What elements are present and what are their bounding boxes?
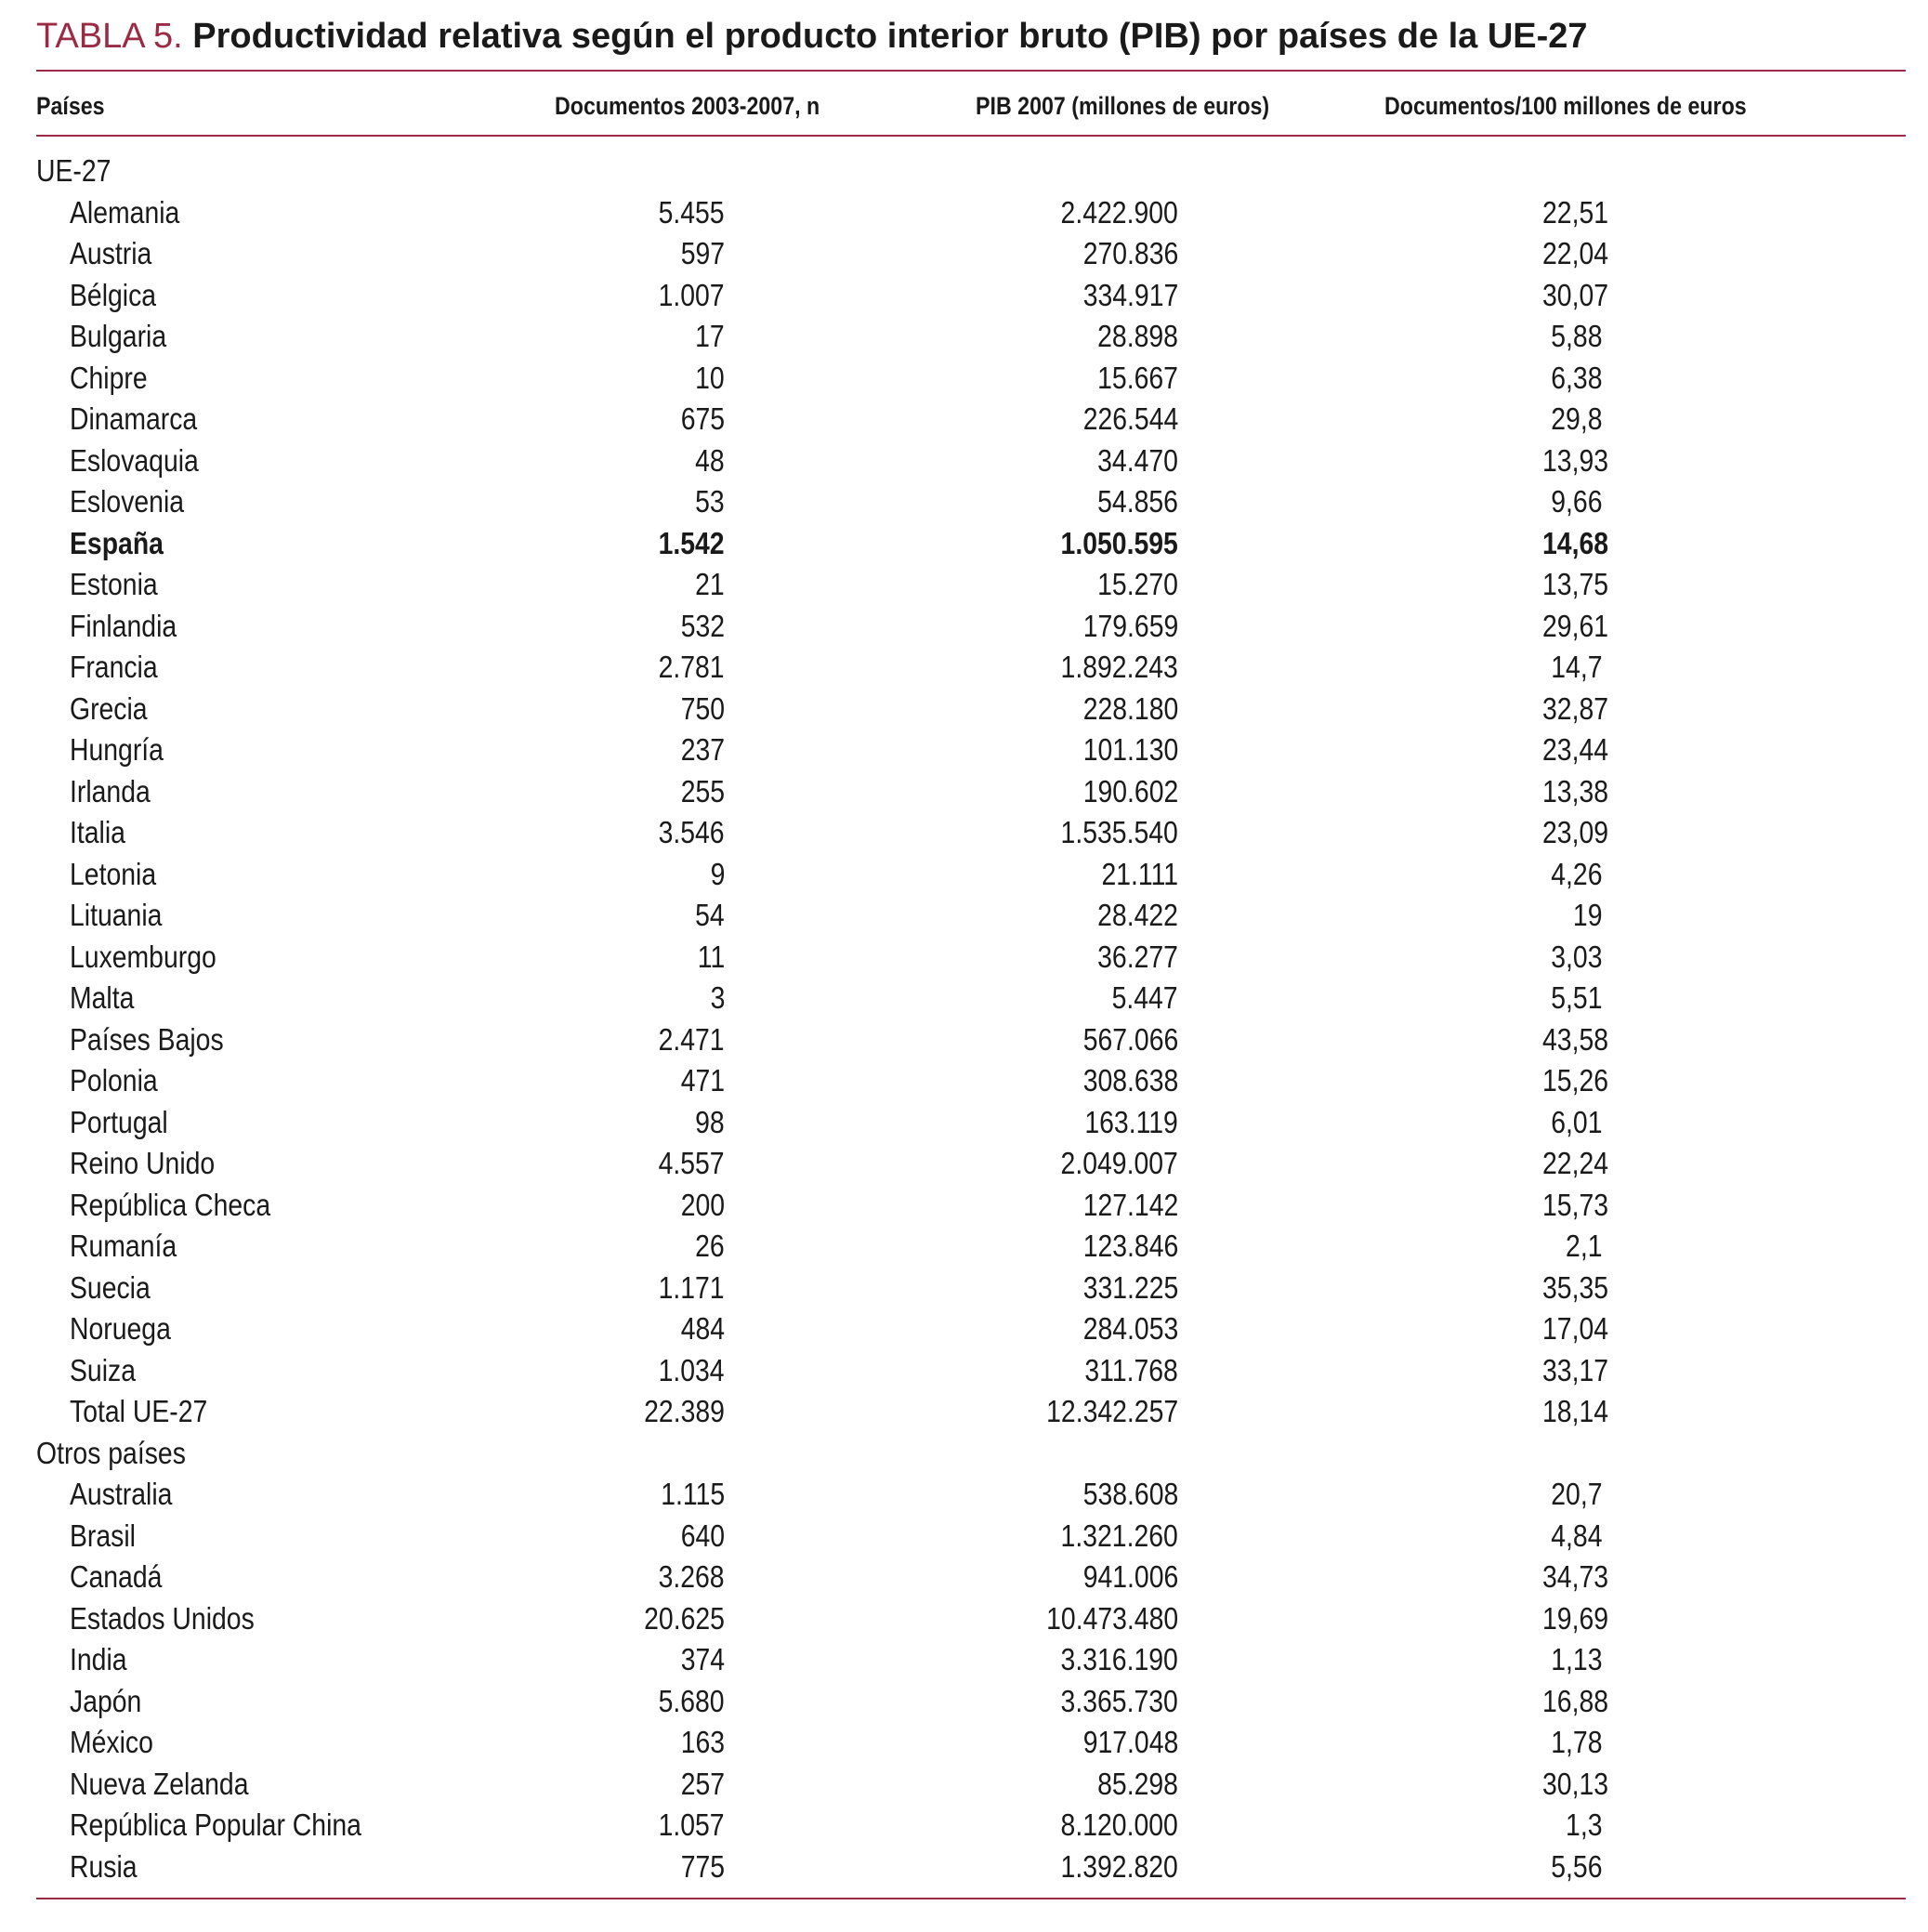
cell-documents: 255	[680, 773, 725, 808]
cell-pib: 3.365.730	[1060, 1683, 1178, 1718]
cell-country: Hungría	[70, 732, 164, 767]
cell-ratio: 23,44	[1542, 732, 1609, 767]
cell-pib: 5.447	[1111, 980, 1178, 1015]
cell-pib: 308.638	[1082, 1063, 1178, 1097]
table-body	[0, 151, 1928, 1887]
table-row	[0, 316, 1928, 358]
cell-ratio: 35,35	[1542, 1269, 1609, 1305]
cell-pib: 334.917	[1082, 277, 1178, 312]
cell-documents: 17	[695, 319, 725, 353]
cell-documents: 3.546	[658, 815, 725, 849]
cell-country: Chipre	[70, 360, 148, 395]
cell-documents: 11	[697, 939, 725, 974]
cell-pib: 226.544	[1082, 401, 1178, 436]
table-row	[0, 1226, 1928, 1268]
cell-pib: 36.277	[1097, 939, 1178, 974]
cell-ratio: 4,84	[1551, 1518, 1603, 1553]
cell-pib: 284.053	[1082, 1311, 1178, 1346]
table-title	[36, 15, 1588, 58]
cell-documents: 20.625	[644, 1600, 725, 1636]
cell-documents: 1.034	[658, 1352, 725, 1387]
cell-country: Canadá	[70, 1559, 163, 1594]
header-rule	[36, 135, 1906, 137]
cell-documents: 3.268	[658, 1559, 725, 1594]
table-label: TABLA 5.	[36, 17, 183, 56]
cell-country: Australia	[70, 1477, 173, 1511]
cell-pib: 1.892.243	[1060, 650, 1178, 684]
cell-country: España	[70, 525, 164, 560]
cell-ratio: 5,88	[1551, 319, 1603, 353]
cell-ratio: 13,93	[1542, 442, 1609, 478]
cell-ratio: 18,14	[1542, 1394, 1609, 1428]
cell-documents: 200	[680, 1187, 725, 1222]
cell-ratio: 6,38	[1551, 360, 1603, 395]
cell-pib: 127.142	[1082, 1187, 1178, 1222]
table-row	[0, 1474, 1928, 1516]
table-row	[0, 1308, 1928, 1350]
cell-country: Estados Unidos	[70, 1600, 255, 1636]
cell-documents: 750	[680, 690, 725, 726]
table-row	[0, 358, 1928, 400]
table-row	[0, 1350, 1928, 1392]
section-label: Otros países	[36, 1435, 186, 1470]
cell-country: Grecia	[70, 690, 148, 726]
cell-documents: 22.389	[644, 1394, 725, 1428]
cell-ratio: 1,3	[1566, 1807, 1603, 1842]
top-rule	[36, 70, 1906, 72]
cell-pib: 179.659	[1082, 608, 1178, 643]
cell-country: Suiza	[70, 1352, 137, 1387]
table-row	[0, 1847, 1928, 1888]
cell-pib: 311.768	[1084, 1352, 1178, 1387]
cell-pib: 163.119	[1084, 1104, 1178, 1139]
cell-documents: 26	[695, 1229, 725, 1263]
cell-pib: 21.111	[1101, 856, 1178, 891]
cell-pib: 54.856	[1097, 484, 1178, 519]
cell-documents: 5.680	[658, 1683, 725, 1718]
table-row	[0, 399, 1928, 440]
cell-ratio: 1,13	[1551, 1642, 1603, 1676]
cell-country: Irlanda	[70, 773, 151, 808]
cell-documents: 3	[710, 980, 725, 1015]
cell-ratio: 5,51	[1551, 980, 1603, 1015]
cell-ratio: 17,04	[1542, 1311, 1609, 1346]
table-row	[0, 1143, 1928, 1185]
cell-pib: 2.422.900	[1060, 194, 1178, 230]
section-label: UE-27	[36, 153, 111, 188]
cell-ratio: 43,58	[1542, 1021, 1609, 1057]
table-row	[0, 523, 1928, 565]
cell-country: Reino Unido	[70, 1146, 216, 1180]
cell-ratio: 32,87	[1542, 690, 1609, 726]
table-row	[0, 481, 1928, 523]
table-row	[0, 1557, 1928, 1598]
cell-ratio: 30,13	[1542, 1766, 1609, 1801]
cell-pib: 15.270	[1097, 567, 1178, 601]
cell-documents: 640	[680, 1518, 725, 1553]
cell-country: Alemania	[70, 194, 180, 230]
cell-ratio: 20,7	[1551, 1477, 1603, 1511]
cell-country: Dinamarca	[70, 401, 198, 436]
cell-ratio: 19	[1572, 898, 1603, 932]
cell-documents: 10	[695, 360, 725, 395]
cell-pib: 917.048	[1082, 1725, 1178, 1759]
cell-country: Finlandia	[70, 608, 177, 643]
cell-pib: 1.321.260	[1060, 1518, 1178, 1553]
cell-pib: 34.470	[1097, 442, 1178, 478]
cell-ratio: 3,03	[1551, 939, 1603, 974]
table-row	[0, 1805, 1928, 1847]
cell-documents: 5.455	[658, 194, 725, 230]
cell-ratio: 22,04	[1542, 236, 1609, 270]
table-row	[0, 689, 1928, 730]
cell-documents: 1.542	[658, 525, 725, 560]
cell-pib: 941.006	[1082, 1559, 1178, 1594]
cell-country: Letonia	[70, 856, 157, 891]
cell-ratio: 4,26	[1551, 856, 1603, 891]
table-row	[0, 729, 1928, 771]
cell-ratio: 23,09	[1542, 815, 1609, 849]
cell-documents: 48	[695, 442, 725, 478]
cell-country: Malta	[70, 980, 135, 1015]
header-documents: Documentos 2003-2007, n	[555, 92, 820, 120]
cell-documents: 1.057	[658, 1807, 725, 1842]
cell-pib: 8.120.000	[1060, 1807, 1178, 1842]
cell-documents: 237	[680, 732, 725, 767]
cell-pib: 123.846	[1082, 1229, 1178, 1263]
cell-documents: 2.781	[658, 650, 725, 684]
table-row	[0, 812, 1928, 854]
cell-documents: 163	[680, 1725, 725, 1759]
cell-ratio: 13,75	[1542, 567, 1609, 601]
cell-ratio: 33,17	[1542, 1352, 1609, 1387]
cell-ratio: 1,78	[1551, 1725, 1603, 1759]
table-row	[0, 978, 1928, 1019]
cell-country: Estonia	[70, 567, 158, 601]
bottom-rule	[36, 1898, 1906, 1899]
table-row	[0, 1598, 1928, 1640]
section-row	[0, 1433, 1928, 1475]
table-row	[0, 771, 1928, 813]
cell-ratio: 34,73	[1542, 1559, 1609, 1594]
cell-pib: 85.298	[1097, 1766, 1178, 1801]
cell-pib: 1.392.820	[1060, 1848, 1178, 1884]
cell-ratio: 16,88	[1542, 1683, 1609, 1718]
cell-documents: 1.115	[661, 1477, 725, 1511]
cell-country: Suecia	[70, 1269, 151, 1305]
cell-pib: 10.473.480	[1045, 1600, 1178, 1636]
cell-country: República Checa	[70, 1187, 271, 1222]
table-row	[0, 233, 1928, 275]
cell-documents: 9	[710, 856, 725, 891]
cell-pib: 28.898	[1097, 319, 1178, 353]
table-row	[0, 895, 1928, 937]
cell-documents: 374	[680, 1642, 725, 1676]
cell-country: Japón	[70, 1683, 142, 1718]
cell-ratio: 2,1	[1566, 1229, 1603, 1263]
cell-documents: 54	[695, 898, 725, 932]
cell-pib: 101.130	[1082, 732, 1178, 767]
cell-ratio: 5,56	[1551, 1848, 1603, 1884]
cell-pib: 567.066	[1082, 1021, 1178, 1057]
cell-country: Eslovaquia	[70, 442, 199, 478]
header-pib: PIB 2007 (millones de euros)	[976, 92, 1270, 120]
cell-documents: 532	[680, 608, 725, 643]
cell-country: Nueva Zelanda	[70, 1766, 249, 1801]
cell-ratio: 15,73	[1542, 1187, 1609, 1222]
table-row	[0, 1391, 1928, 1433]
header-ratio: Documentos/100 millones de euros	[1384, 92, 1747, 120]
cell-ratio: 15,26	[1542, 1063, 1609, 1097]
cell-ratio: 22,24	[1542, 1146, 1609, 1180]
cell-ratio: 6,01	[1551, 1104, 1603, 1139]
table-row	[0, 1764, 1928, 1806]
cell-pib: 2.049.007	[1060, 1146, 1178, 1180]
table-row	[0, 937, 1928, 979]
cell-ratio: 13,38	[1542, 773, 1609, 808]
cell-country: Bulgaria	[70, 319, 167, 353]
table-row	[0, 1185, 1928, 1227]
cell-country: México	[70, 1725, 153, 1759]
cell-ratio: 19,69	[1542, 1600, 1609, 1636]
cell-documents: 2.471	[658, 1021, 725, 1057]
cell-country: India	[70, 1642, 127, 1676]
table-row	[0, 1060, 1928, 1102]
cell-documents: 484	[680, 1311, 725, 1346]
cell-ratio: 29,61	[1542, 608, 1609, 643]
section-row	[0, 151, 1928, 192]
table-row	[0, 275, 1928, 317]
cell-country: Noruega	[70, 1311, 171, 1346]
cell-pib: 3.316.190	[1060, 1642, 1178, 1676]
cell-country: República Popular China	[70, 1807, 361, 1842]
cell-documents: 1.171	[658, 1269, 725, 1305]
table-row	[0, 1019, 1928, 1061]
cell-documents: 257	[680, 1766, 725, 1801]
cell-pib: 331.225	[1082, 1269, 1178, 1305]
table-row	[0, 1516, 1928, 1557]
cell-country: Brasil	[70, 1518, 136, 1553]
cell-pib: 12.342.257	[1045, 1394, 1178, 1428]
cell-country: Luxemburgo	[70, 939, 216, 974]
table-row	[0, 564, 1928, 606]
table-row	[0, 854, 1928, 896]
table-row	[0, 440, 1928, 482]
cell-country: Eslovenia	[70, 484, 185, 519]
table-row	[0, 647, 1928, 689]
table-row	[0, 1681, 1928, 1723]
cell-documents: 53	[695, 484, 725, 519]
cell-ratio: 14,7	[1551, 650, 1603, 684]
cell-country: Francia	[70, 650, 158, 684]
cell-documents: 1.007	[658, 277, 725, 312]
cell-country: Polonia	[70, 1063, 158, 1097]
header-country: Países	[36, 92, 105, 120]
cell-documents: 4.557	[658, 1146, 725, 1180]
cell-pib: 538.608	[1082, 1477, 1178, 1511]
table-row	[0, 1268, 1928, 1309]
cell-documents: 471	[680, 1063, 725, 1097]
table-caption: Productividad relativa según el producto interior bruto (PIB) por países de la UE-27	[192, 17, 1588, 56]
cell-country: Total UE-27	[70, 1394, 208, 1428]
cell-country: Rusia	[70, 1848, 138, 1884]
cell-country: Rumanía	[70, 1229, 177, 1263]
cell-documents: 98	[695, 1104, 725, 1139]
cell-pib: 15.667	[1097, 360, 1178, 395]
table-row	[0, 192, 1928, 234]
cell-country: Austria	[70, 236, 152, 270]
cell-pib: 270.836	[1082, 236, 1178, 270]
cell-country: Portugal	[70, 1104, 168, 1139]
table-row	[0, 606, 1928, 648]
cell-documents: 675	[680, 401, 725, 436]
cell-country: Países Bajos	[70, 1021, 224, 1057]
table-row	[0, 1639, 1928, 1681]
table-row	[0, 1722, 1928, 1764]
cell-ratio: 22,51	[1542, 194, 1609, 230]
cell-ratio: 9,66	[1551, 484, 1603, 519]
cell-country: Lituania	[70, 898, 163, 932]
cell-documents: 775	[680, 1848, 725, 1884]
cell-pib: 1.535.540	[1060, 815, 1178, 849]
cell-documents: 597	[680, 236, 725, 270]
cell-country: Bélgica	[70, 277, 157, 312]
cell-pib: 28.422	[1097, 898, 1178, 932]
cell-country: Italia	[70, 815, 125, 849]
table-row	[0, 1102, 1928, 1144]
cell-ratio: 14,68	[1542, 525, 1609, 560]
cell-pib: 190.602	[1082, 773, 1178, 808]
cell-documents: 21	[695, 567, 725, 601]
cell-ratio: 29,8	[1551, 401, 1603, 436]
cell-ratio: 30,07	[1542, 277, 1609, 312]
cell-pib: 228.180	[1082, 690, 1178, 726]
cell-pib: 1.050.595	[1060, 525, 1178, 560]
